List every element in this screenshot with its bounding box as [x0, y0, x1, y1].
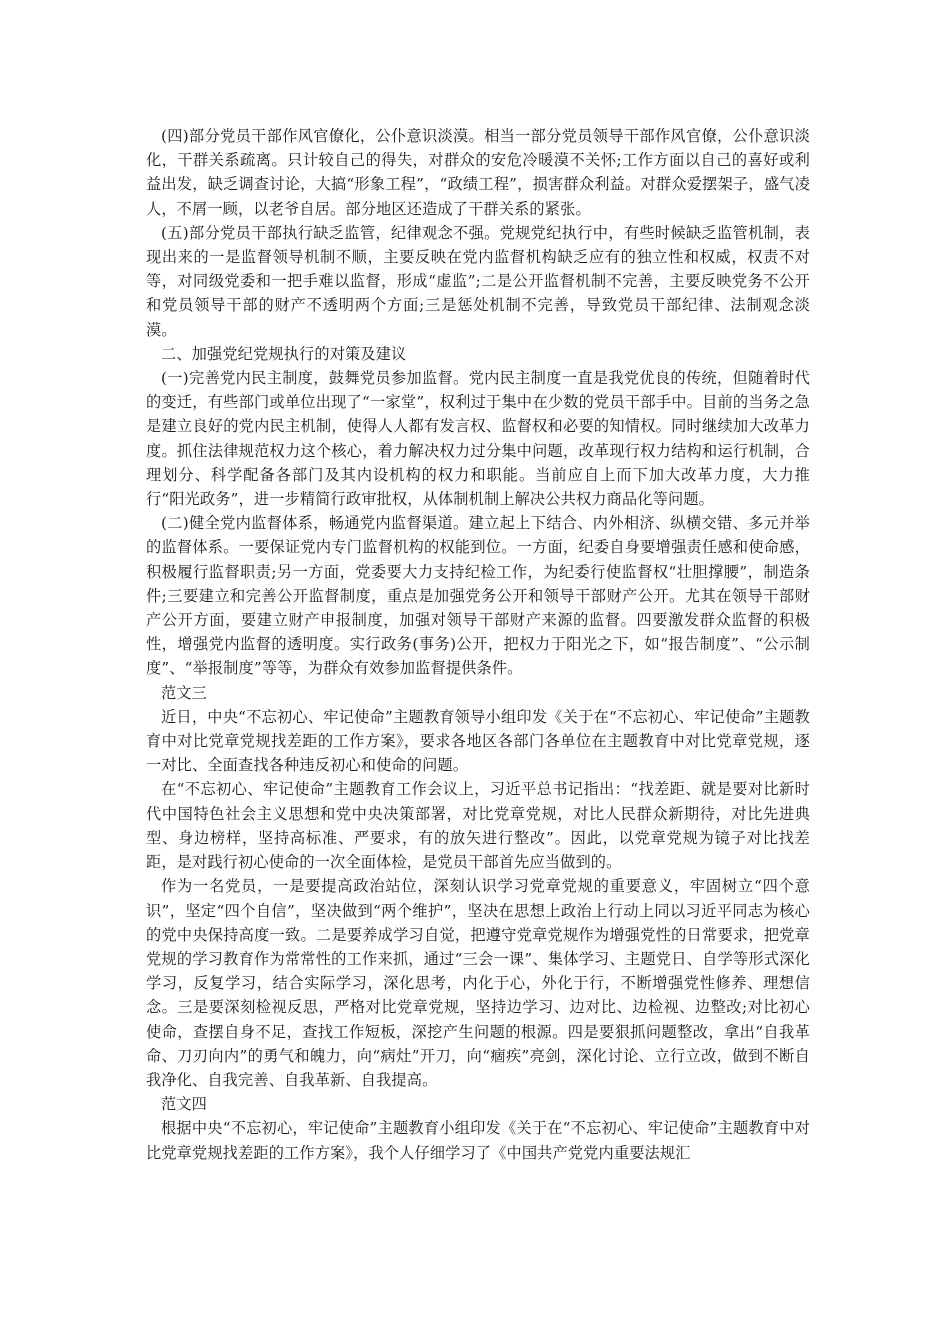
paragraph-4-cadre-bureaucracy: (四)部分党员干部作风官僚化，公仆意识淡漠。相当一部分党员领导干部作风官僚，公仆意识淡化，干群关系疏离。只计较自己的得失，对群众的安危冷暖漠不关怀;工作方面以自己的喜好或利益出发，缺乏调查讨论，大搞“形象工程”，“政绩工程”，损害群众利益。对群众爱摆架子，盛气凌人，不屑一顾，以老爷自居。部分地区还造成了干群关系的紧张。	[146, 127, 810, 218]
paragraph-sample4-intro: 根据中央“不忘初心，牢记使命”主题教育小组印发《关于在“不忘初心、牢记使命”主题教育中对比党章党规找差距的工作方案》，我个人仔细学习了《中国共产党党内重要法规汇	[146, 1119, 810, 1162]
paragraph-sample3-as-party-member: 作为一名党员，一是要提高政治站位，深刻认识学习党章党规的重要意义，牢固树立“四个意识”，坚定“四个自信”，坚决做到“两个维护”，坚决在思想上政治上行动上同以习近平同志为核心的党中央保持高度一致。二是要养成学习自觉，把遵守党章党规作为增强党性的日常要求，把党章党规的学习教育作为常常性的工作来抓，通过“三会一课”、集体学习、主题党日、自学等形式深化学习，反复学习，结合实际学习，深化思考，内化于心，外化于行，不断增强党性修养、理想信念。三是要深刻检视反思，严格对比党章党规，坚持边学习、边对比、边检视、边整改;对比初心使命，查摆自身不足，查找工作短板，深挖产生问题的根源。四是要狠抓问题整改，拿出“自我革命、刀刃向内”的勇气和魄力，向“病灶”开刀，向“痼疾”亮剑，深化讨论、立行立改，做到不断自我净化、自我完善、自我革新、自我提高。	[146, 877, 810, 1089]
paragraph-2-supervision-system: (二)健全党内监督体系，畅通党内监督渠道。建立起上下结合、内外相济、纵横交错、多元并举的监督体系。一要保证党内专门监督机构的权能到位。一方面，纪委自身要增强责任感和使命感，积极履行监督职责;另一方面，党委要大力支持纪检工作，为纪委行使监督权“壮胆撑腰”，制造条件;三要建立和完善公开监督制度，重点是加强党务公开和领导干部财产公开。尤其在领导干部财产公开方面，要建立财产申报制度，加强对领导干部财产来源的监督。四要激发群众监督的积极性，增强党内监督的透明度。实行政务(事务)公开，把权力于阳光之下，如“报告制度”、“公示制度”、“举报制度”等等，为群众有效参加监督提供条件。	[146, 514, 810, 678]
section-heading-sample-4: 范文四	[161, 1095, 208, 1114]
document-body	[146, 124, 810, 1165]
paragraph-sample3-intro: 近日，中央“不忘初心、牢记使命”主题教育领导小组印发《关于在“不忘初心、牢记使命”主题教育中对比党章党规找差距的工作方案》，要求各地区各部门各单位在主题教育中对比党章党规，逐一对比、全面查找各种违反初心和使命的问题。	[146, 707, 810, 775]
paragraph-5-lack-of-supervision: (五)部分党员干部执行缺乏监管，纪律观念不强。党规党纪执行中，有些时候缺乏监管机制，表现出来的一是监督领导机制不顺，主要反映在党内监督机构缺乏应有的独立性和权威，权责不对等，对同级党委和一把手难以监督，形成“虚监”;二是公开监督机制不完善，主要反映党务不公开和党员领导干部的财产不透明两个方面;三是惩处机制不完善，导致党员干部纪律、法制观念淡漠。	[146, 223, 810, 339]
section-heading-sample-3: 范文三	[161, 683, 208, 702]
paragraph-sample3-speech: 在“不忘初心、牢记使命”主题教育工作会议上，习近平总书记指出：“找差距、就是要对比新时代中国特色社会主义思想和党中央决策部署，对比党章党规，对比人民群众新期待，对比先进典型、身边榜样，坚持高标准、严要求，有的放矢进行整改”。因此，以党章党规为镜子对比找差距，是对践行初心使命的一次全面体检，是党员干部首先应当做到的。	[146, 780, 810, 872]
section-heading-countermeasures: 二、加强党纪党规执行的对策及建议	[161, 344, 407, 363]
paragraph-1-inner-party-democracy: (一)完善党内民主制度，鼓舞党员参加监督。党内民主制度一直是我党优良的传统，但随着时代的变迁，有些部门或单位出现了“一家堂”，权利过于集中在少数的党员干部手中。目前的当务之急是建立良好的党内民主机制，使得人人都有发言权、监督权和必要的知情权。同时继续加大改革力度。抓住法律规范权力这个核心，着力解决权力过分集中问题，改革现行权力结构和运行机制，合理划分、科学配备各部门及其内设机构的权力和职能。当前应自上而下加大改革力度，大力推行“阳光政务”，进一步精简行政审批权，从体制机制上解决公共权力商品化等问题。	[146, 369, 810, 509]
